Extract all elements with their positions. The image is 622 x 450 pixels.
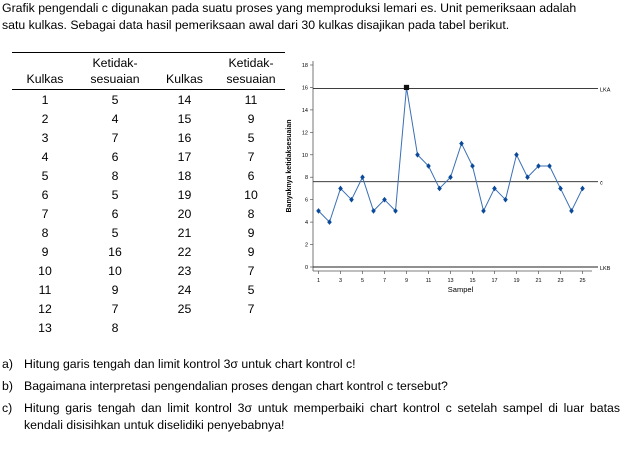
table-cell: 13 (38, 320, 52, 335)
y-tick-label: 8 (304, 175, 308, 182)
y-tick-label: 10 (301, 152, 308, 159)
x-tick-label: 15 (469, 278, 476, 284)
y-tick-label: 0 (304, 265, 308, 271)
table-cell: 14 (177, 92, 192, 107)
table-cell: 9 (247, 244, 255, 259)
x-tick-label: 3 (338, 278, 343, 284)
intro-line-1: Grafik pengendali c digunakan pada suatu proses yang memproduksi lemari es. Unit pemeriksaan adalah (2, 1, 577, 15)
table-cell (217, 318, 285, 337)
table-row (12, 147, 285, 166)
table-cell: 6 (247, 168, 255, 183)
table-cell: 4 (111, 111, 119, 126)
data-point (569, 208, 574, 214)
table-cell: 11 (38, 282, 52, 297)
x-tick-label: 7 (382, 278, 387, 284)
table-cell: 5 (41, 168, 49, 183)
table-cell: 25 (177, 301, 192, 316)
x-tick-label: 5 (360, 278, 365, 284)
question-b (2, 378, 620, 395)
table-cell: 8 (247, 206, 255, 221)
table-cell: 19 (177, 187, 192, 202)
table-row (12, 242, 285, 261)
header-sesuaian: sesuaian (217, 71, 285, 90)
table-row (12, 318, 285, 337)
x-tick-label: 25 (579, 278, 586, 284)
table-cell: 8 (111, 168, 119, 183)
question-label: c) (2, 401, 13, 415)
table-cell: 16 (108, 244, 122, 259)
table-cell: 7 (247, 263, 255, 278)
table-cell: 9 (111, 282, 119, 297)
y-tick-label: 16 (301, 85, 308, 92)
table-row (12, 223, 285, 242)
table-cell: 7 (41, 206, 49, 221)
data-point-out-of-control (404, 85, 409, 90)
table-header-row-1 (12, 53, 285, 72)
control-line-label: LKA (600, 87, 611, 94)
intro-line-2: satu kulkas. Sebagai data hasil pemeriksaan awal dari 30 kulkas disajikan pada tabel berikut. (2, 18, 510, 32)
table-cell: 2 (41, 111, 49, 126)
table-cell: 10 (244, 187, 258, 202)
x-tick-label: 17 (491, 278, 498, 284)
table-row (12, 204, 285, 223)
x-tick-label: 19 (513, 278, 520, 284)
table-cell: 1 (41, 92, 49, 107)
table-cell: 10 (38, 263, 52, 278)
table-cell: 3 (41, 130, 49, 145)
table-row (12, 128, 285, 147)
question-c (2, 400, 620, 434)
problem-intro (2, 0, 620, 34)
table-cell: 6 (41, 187, 49, 202)
table-cell: 7 (111, 130, 119, 145)
table-cell: 9 (41, 244, 49, 259)
question-label: a) (2, 357, 13, 371)
table-cell: 5 (111, 225, 119, 240)
table-cell: 10 (108, 263, 122, 278)
table-row (12, 166, 285, 185)
question-label: b) (2, 379, 13, 393)
table-row (12, 185, 285, 204)
table-cell: 23 (177, 263, 192, 278)
header-sesuaian: sesuaian (78, 71, 152, 90)
x-axis-title: Sampel (447, 285, 474, 294)
data-point (459, 141, 464, 147)
question-text: Hitung garis tengah dan limit kontrol 3σ untuk chart kontrol c! (24, 357, 356, 371)
y-tick-label: 12 (301, 130, 308, 137)
table-cell: 5 (111, 187, 119, 202)
control-line-label: c̄ (600, 180, 603, 187)
y-tick-label: 14 (301, 107, 308, 114)
table-cell: 8 (41, 225, 49, 240)
table-row (12, 280, 285, 299)
y-tick-label: 6 (304, 197, 308, 204)
table-row (12, 90, 285, 110)
x-tick-label: 1 (316, 278, 321, 284)
x-tick-label: 9 (404, 278, 409, 284)
table-cell: 4 (41, 149, 49, 164)
table-row (12, 261, 285, 280)
table-cell: 5 (247, 130, 255, 145)
table-cell: 18 (177, 168, 192, 183)
data-point (580, 186, 585, 192)
table-row (12, 299, 285, 318)
data-point (558, 186, 563, 192)
c-control-chart (275, 55, 615, 305)
header-top (12, 53, 78, 72)
table-cell: 6 (111, 206, 119, 221)
x-tick-label: 23 (557, 278, 564, 284)
data-point (360, 174, 365, 180)
table-body (12, 90, 285, 338)
x-tick-label: 21 (535, 278, 542, 284)
table-cell: 11 (244, 92, 258, 107)
table-cell: 16 (177, 130, 192, 145)
nonconformity-table (12, 52, 285, 337)
table-cell: 24 (177, 282, 192, 297)
y-axis-title: Banyaknya ketidaksesuaian (286, 119, 293, 213)
y-tick-label: 4 (304, 220, 308, 227)
table-header-row-2 (12, 71, 285, 90)
header-kulkas: Kulkas (12, 71, 78, 90)
table-cell: 15 (177, 111, 192, 126)
x-tick-label: 11 (425, 278, 432, 284)
data-point (481, 208, 486, 214)
table-cell: 22 (177, 244, 192, 259)
table-cell: 5 (247, 282, 255, 297)
header-top: Ketidak- (217, 53, 285, 72)
x-tick-label: 13 (447, 278, 454, 284)
table-cell: 7 (247, 301, 255, 316)
table-cell: 7 (111, 301, 119, 316)
y-tick-label: 18 (301, 63, 308, 69)
table-cell: 6 (111, 149, 119, 164)
question-list (2, 356, 620, 439)
y-tick-label: 2 (304, 242, 308, 249)
table-cell: 12 (38, 301, 52, 316)
header-top (152, 53, 217, 72)
data-point (514, 152, 519, 158)
question-text: Bagaimana interpretasi pengendalian proses dengan chart kontrol c tersebut? (24, 379, 448, 393)
table-cell: 17 (177, 149, 192, 164)
header-top: Ketidak- (78, 53, 152, 72)
table-cell: 8 (111, 320, 119, 335)
question-text: Hitung garis tengah dan limit kontrol 3σ untuk memperbaiki chart kontrol c setelah sampel di luar batas kendali disisihkan untuk diselidiki penyebabnya! (24, 401, 620, 432)
table-cell: 21 (177, 225, 192, 240)
data-point (470, 163, 475, 169)
header-kulkas: Kulkas (152, 71, 217, 90)
table-cell: 9 (247, 225, 255, 240)
series-line (319, 87, 583, 222)
table-cell: 9 (247, 111, 255, 126)
table-cell: 7 (247, 149, 255, 164)
question-a (2, 356, 620, 373)
table-cell: 5 (111, 92, 119, 107)
table-cell: 20 (177, 206, 192, 221)
table-cell (152, 318, 217, 337)
control-line-label: LKB (600, 266, 611, 272)
table-row (12, 109, 285, 128)
data-point (547, 163, 552, 169)
